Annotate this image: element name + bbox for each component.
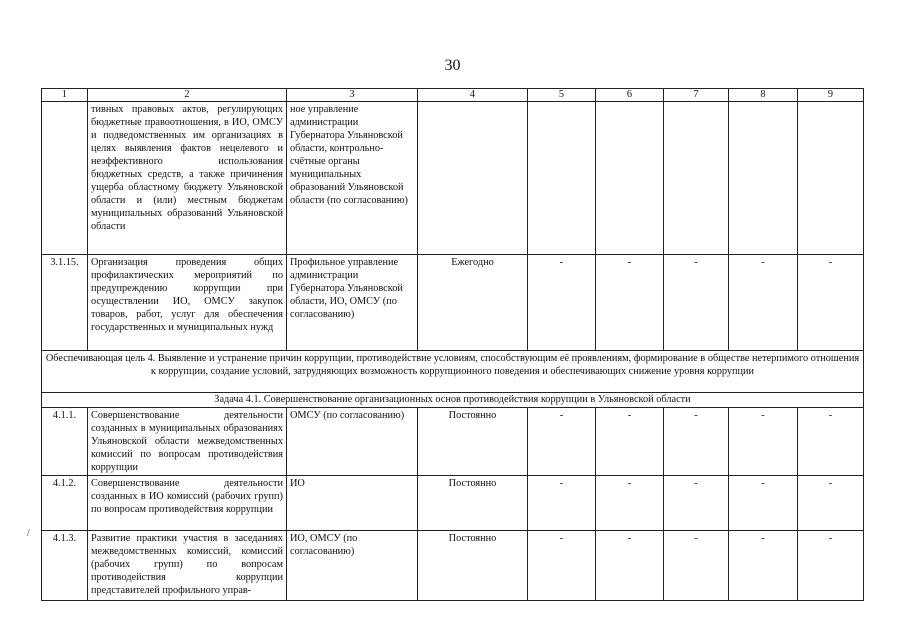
header-col-7: 7 — [664, 89, 729, 102]
row-dash: - — [729, 408, 798, 476]
row-dash: - — [798, 408, 864, 476]
row-dash: - — [596, 408, 664, 476]
row-executor: ное управление администрации Губернатора Ульяновской области, контрольно-счётные органы муниципальных образований Ульяновской области (по согласованию) — [287, 102, 418, 255]
header-col-9: 9 — [798, 89, 864, 102]
row-dash: - — [528, 408, 596, 476]
row-term — [418, 102, 528, 255]
table-row — [42, 102, 864, 255]
row-dash: - — [664, 408, 729, 476]
section-row — [42, 351, 864, 393]
row-dash: - — [664, 476, 729, 531]
row-executor: ИО, ОМСУ (по согласованию) — [287, 531, 418, 601]
row-dash: - — [528, 531, 596, 601]
row-cell — [798, 102, 864, 255]
header-col-5: 5 — [528, 89, 596, 102]
row-number: 3.1.15. — [42, 255, 88, 351]
row-dash: - — [596, 476, 664, 531]
header-col-3: 3 — [287, 89, 418, 102]
row-term: Постоянно — [418, 531, 528, 601]
table-row — [42, 255, 864, 351]
row-term: Постоянно — [418, 476, 528, 531]
row-dash: - — [664, 531, 729, 601]
row-dash: - — [528, 476, 596, 531]
row-description: Совершенствование деятельности созданных в муниципальных образованиях Ульяновской области межведомственных комиссий по вопросам противодействия коррупции — [88, 408, 287, 476]
page-number: 30 — [444, 57, 461, 74]
table-row — [42, 408, 864, 476]
row-dash: - — [528, 255, 596, 351]
header-col-6: 6 — [596, 89, 664, 102]
row-executor: ОМСУ (по согласованию) — [287, 408, 418, 476]
task-row — [42, 393, 864, 408]
row-cell — [664, 102, 729, 255]
row-description: Организация проведения общих профилактических мероприятий по предупреждению коррупции при осуществлении ИО, ОМСУ закупок товаров, работ, услуг для обеспечения государственных и муниципальных нужд — [88, 255, 287, 351]
row-dash: - — [798, 531, 864, 601]
row-dash: - — [596, 531, 664, 601]
row-dash: - — [798, 255, 864, 351]
row-cell — [729, 102, 798, 255]
row-number — [42, 102, 88, 255]
row-dash: - — [729, 255, 798, 351]
header-col-8: 8 — [729, 89, 798, 102]
header-row — [42, 89, 864, 102]
row-dash: - — [729, 476, 798, 531]
row-dash: - — [664, 255, 729, 351]
row-dash: - — [729, 531, 798, 601]
row-description: Совершенствование деятельности созданных в ИО комиссий (рабочих групп) по вопросам противодействия коррупции — [88, 476, 287, 531]
row-term: Ежегодно — [418, 255, 528, 351]
margin-mark: / — [27, 528, 30, 539]
table-row — [42, 476, 864, 531]
row-description: Развитие практики участия в заседаниях межведомственных комиссий, комиссий (рабочих групп) по вопросам противодействия коррупции представителей профильного управ- — [88, 531, 287, 601]
header-col-4: 4 — [418, 89, 528, 102]
row-cell — [596, 102, 664, 255]
task-heading: Задача 4.1. Совершенствование организационных основ противодействия коррупции в Ульяновской области — [42, 393, 864, 408]
row-term: Постоянно — [418, 408, 528, 476]
table-row — [42, 531, 864, 601]
row-dash: - — [596, 255, 664, 351]
section-goal-heading: Обеспечивающая цель 4. Выявление и устранение причин коррупции, противодействие условиям, способствующим её проявлениям, формирование в обществе нетерпимого отношения к коррупции, создание условий, затрудняющих возможность коррупционного поведения и обеспечивающих снижение уровня коррупции — [42, 351, 864, 393]
row-number: 4.1.2. — [42, 476, 88, 531]
row-dash: - — [798, 476, 864, 531]
row-number: 4.1.1. — [42, 408, 88, 476]
row-executor: ИО — [287, 476, 418, 531]
plan-table — [41, 88, 864, 601]
header-col-1: 1 — [42, 89, 88, 102]
row-executor: Профильное управление администрации Губернатора Ульяновской области, ИО, ОМСУ (по согласованию) — [287, 255, 418, 351]
row-cell — [528, 102, 596, 255]
header-col-2: 2 — [88, 89, 287, 102]
row-number: 4.1.3. — [42, 531, 88, 601]
row-description: тивных правовых актов, регулирующих бюджетные правоотношения, в ИО, ОМСУ и подведомственных им организациях в целях выявления фактов нецелевого и неэффективного использования бюджетных средств, а также причинения ущерба областному бюджету Ульяновской области и (или) местным бюджетам муниципальных образований Ульяновской области — [88, 102, 287, 255]
